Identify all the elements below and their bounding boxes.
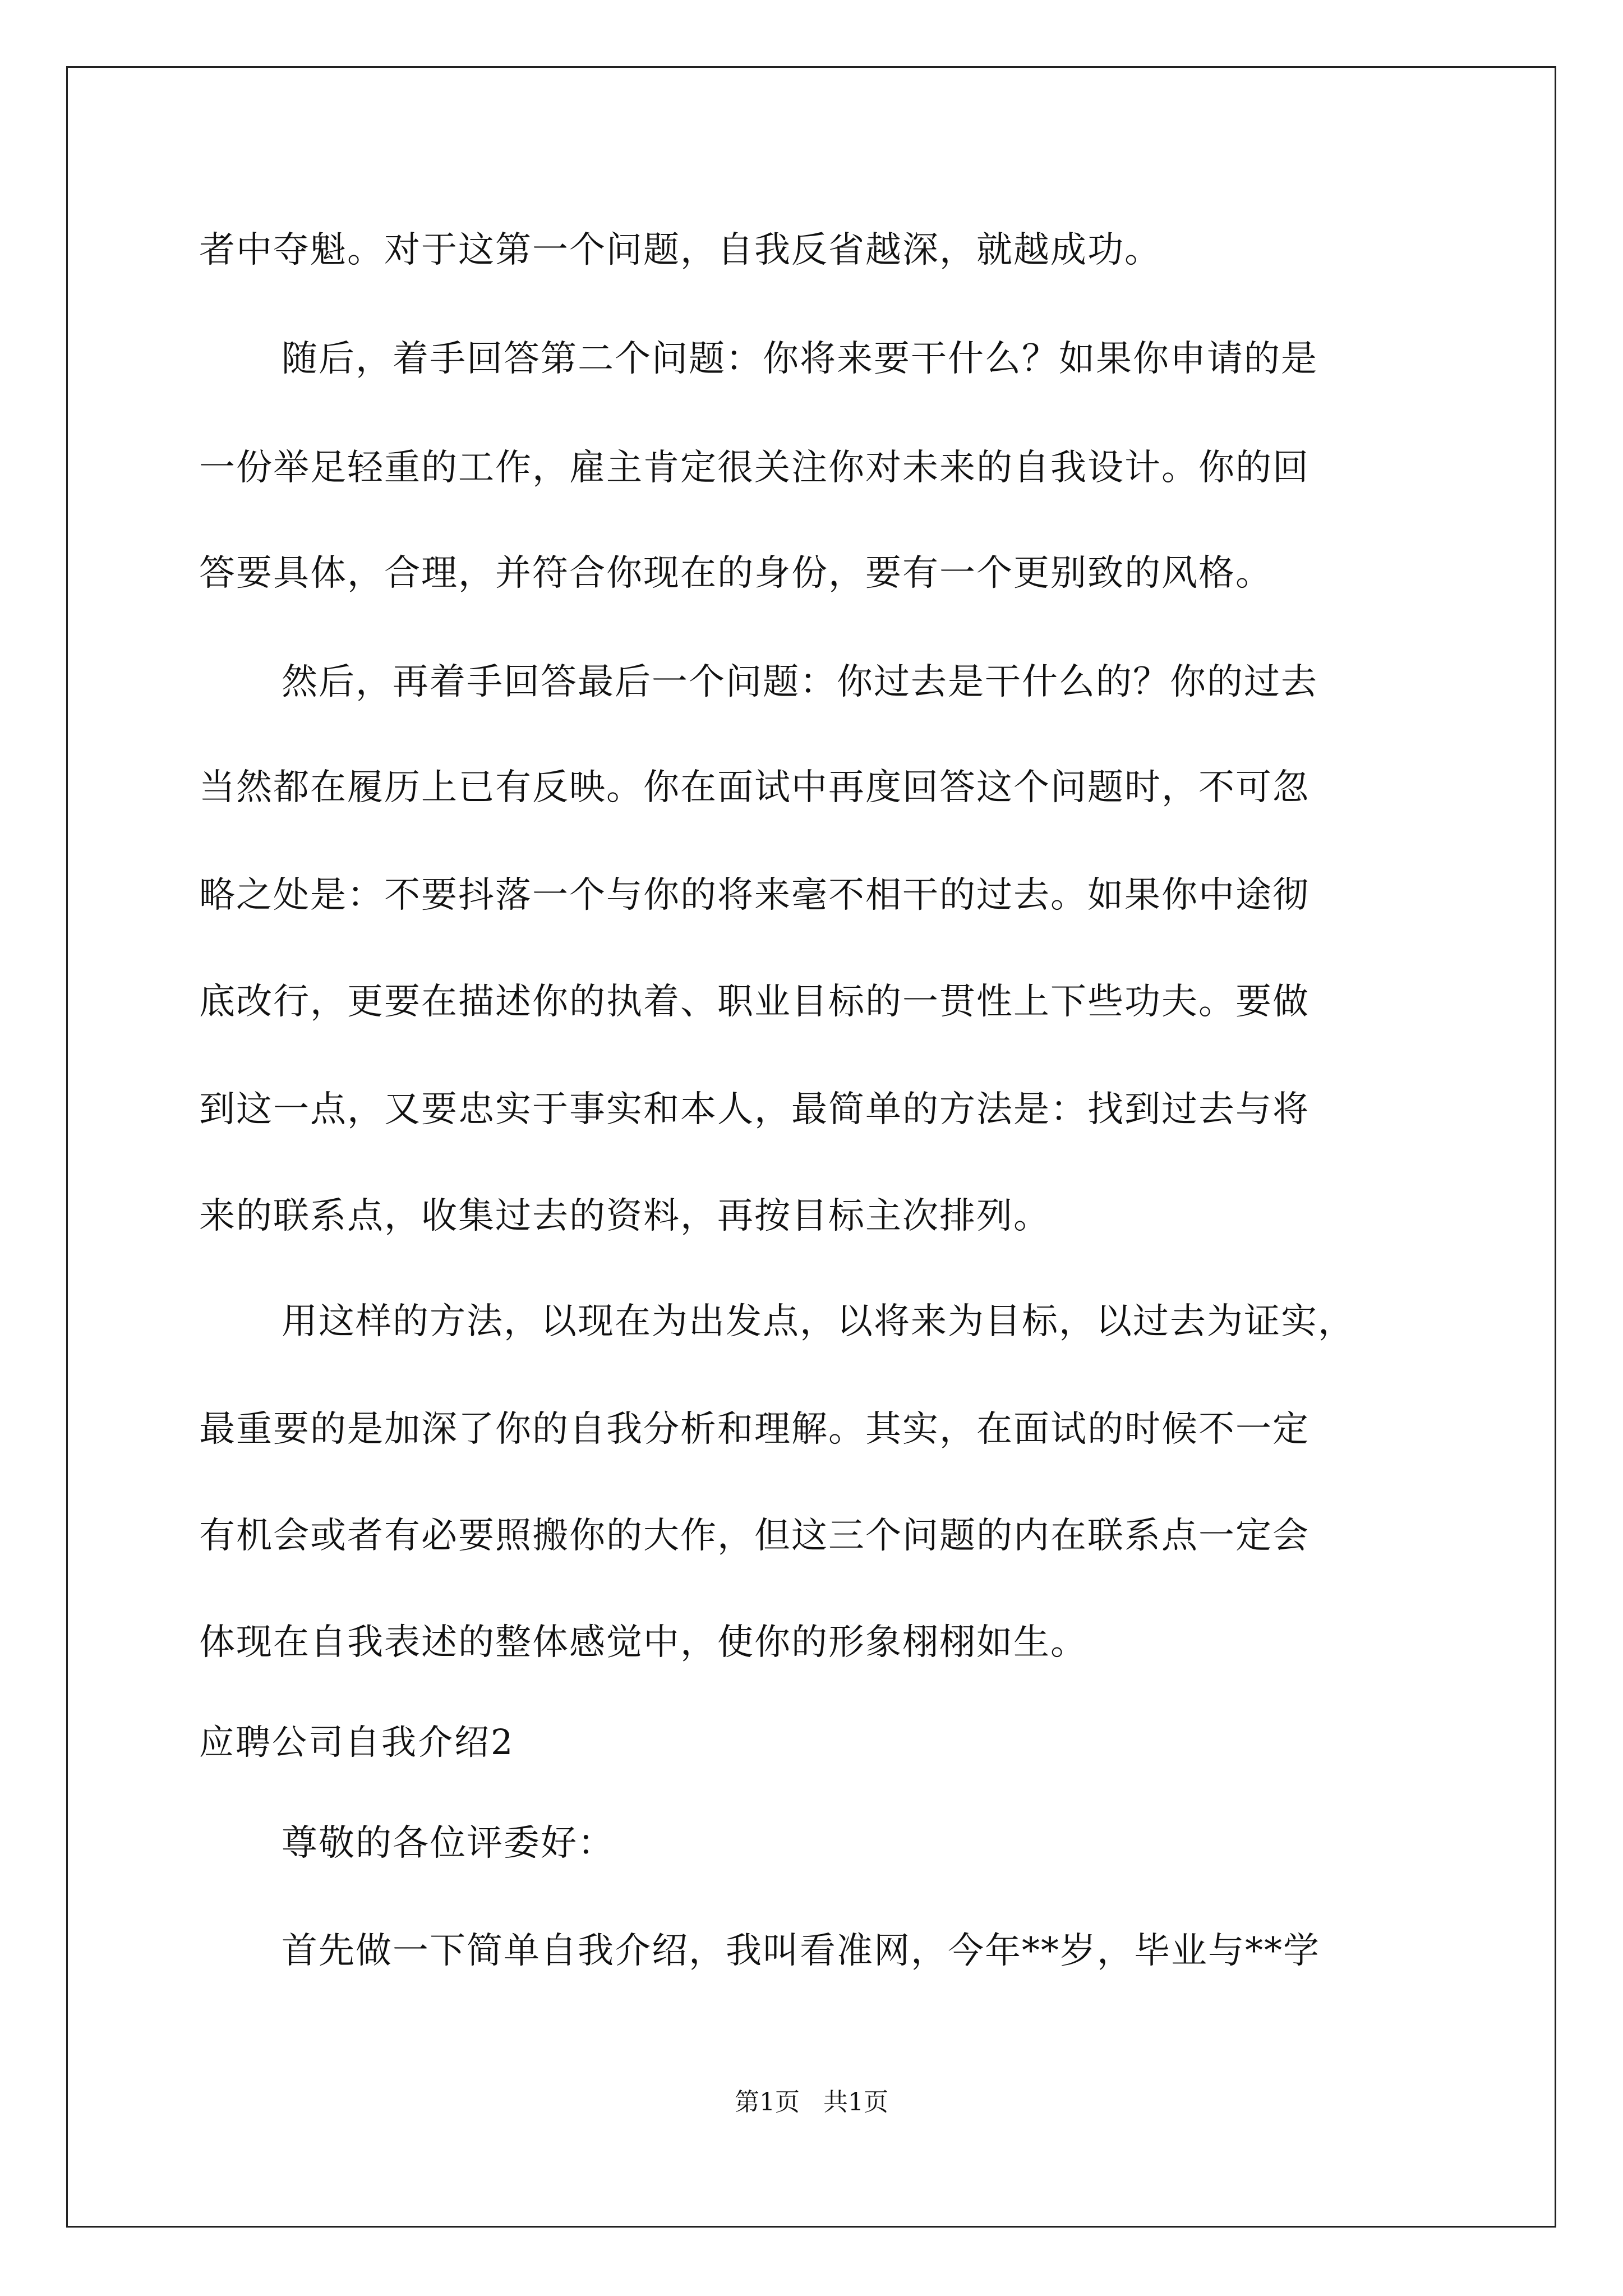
paragraph-line: 体现在自我表述的整体感觉中，使你的形象栩栩如生。 <box>199 1622 1087 1663</box>
paragraph-line: 底改行，更要在描述你的执着、职业目标的一贯性上下些功夫。要做 <box>199 981 1310 1023</box>
paragraph-line: 然后，再着手回答最后一个问题：你过去是干什么的？你的过去 <box>282 661 1318 703</box>
page-footer: 第1页 共1页 <box>735 2088 888 2116</box>
paragraph-line: 有机会或者有必要照搬你的大作，但这三个问题的内在联系点一定会 <box>199 1515 1310 1557</box>
paragraph-line: 首先做一下简单自我介绍，我叫看准网，今年**岁，毕业与**学 <box>282 1930 1320 1972</box>
paragraph-line: 最重要的是加深了你的自我分析和理解。其实，在面试的时候不一定 <box>199 1409 1310 1450</box>
greeting-line: 尊敬的各位评委好： <box>282 1823 615 1864</box>
paragraph-line: 一份举足轻重的工作，雇主肯定很关注你对未来的自我设计。你的回 <box>199 447 1310 489</box>
paragraph-line: 随后，着手回答第二个问题：你将来要干什么？如果你申请的是 <box>282 338 1318 380</box>
paragraph-line: 者中夺魁。对于这第一个问题，自我反省越深，就越成功。 <box>199 229 1161 271</box>
page-border <box>66 66 1556 2228</box>
paragraph-line: 来的联系点，收集过去的资料，再按目标主次排列。 <box>199 1195 1050 1237</box>
paragraph-line: 当然都在履历上已有反映。你在面试中再度回答这个问题时，不可忽 <box>199 767 1310 808</box>
paragraph-line: 用这样的方法，以现在为出发点，以将来为目标，以过去为证实， <box>282 1301 1355 1342</box>
paragraph-line: 到这一点，又要忠实于事实和本人，最简单的方法是：找到过去与将 <box>199 1089 1310 1130</box>
section-heading: 应聘公司自我介绍2 <box>199 1722 515 1763</box>
paragraph-line: 答要具体，合理，并符合你现在的身份，要有一个更别致的风格。 <box>199 553 1272 594</box>
paragraph-line: 略之处是：不要抖落一个与你的将来毫不相干的过去。如果你中途彻 <box>199 875 1310 916</box>
